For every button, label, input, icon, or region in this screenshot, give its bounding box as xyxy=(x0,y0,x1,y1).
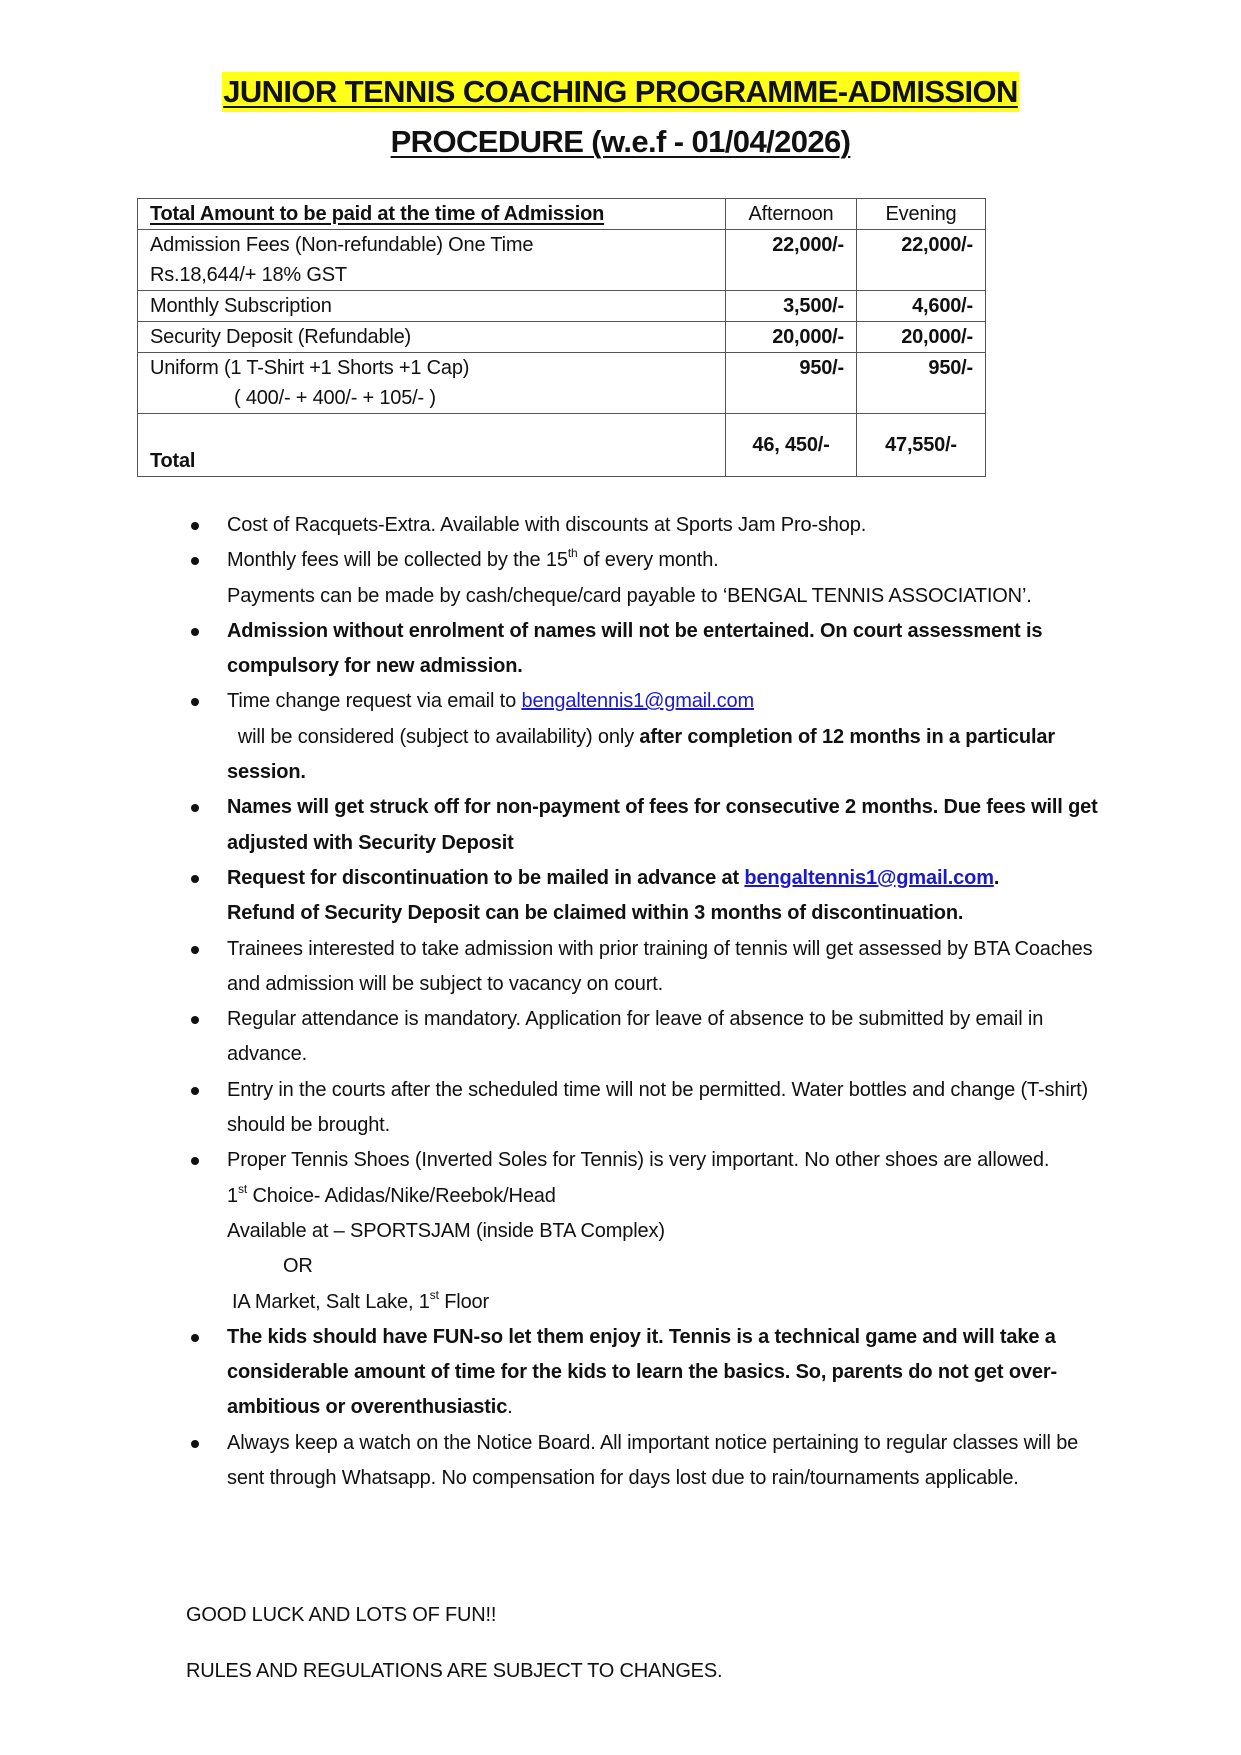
evening-amount: 950/- xyxy=(857,353,986,414)
list-item: Request for discontinuation to be mailed in advance at bengaltennis1@gmail.com. Refund of Security Deposit can be claimed within 3 months of discontinuation. xyxy=(185,861,1105,932)
table-row-monthly-subscription xyxy=(138,291,986,322)
row-label: Uniform (1 T-Shirt +1 Shorts +1 Cap) xyxy=(150,357,470,379)
bullet-icon xyxy=(191,628,199,636)
list-item: Admission without enrolment of names will not be entertained. On court assessment is compulsory for new admission. xyxy=(185,614,1105,685)
document-title-line-2 xyxy=(0,122,1241,162)
bullet-icon xyxy=(191,1157,199,1165)
row-sublabel: ( 400/- + 400/- + 105/- ) xyxy=(234,387,436,409)
row-label: Security Deposit (Refundable) xyxy=(138,322,726,353)
afternoon-amount: 20,000/- xyxy=(726,322,857,353)
header-afternoon: Afternoon xyxy=(726,199,857,230)
footer-disclaimer: RULES AND REGULATIONS ARE SUBJECT TO CHANGES. xyxy=(186,1660,723,1682)
header-evening: Evening xyxy=(857,199,986,230)
bullet-icon xyxy=(191,1016,199,1024)
fee-table-header xyxy=(138,199,986,230)
bullet-icon xyxy=(191,875,199,883)
list-item: Entry in the courts after the scheduled time will not be permitted. Water bottles and change (T-shirt) should be brought. xyxy=(185,1073,1105,1144)
total-evening: 47,550/- xyxy=(857,414,986,477)
evening-amount: 20,000/- xyxy=(857,322,986,353)
rules-list xyxy=(185,508,1105,1496)
list-item: Proper Tennis Shoes (Inverted Soles for Tennis) is very important. No other shoes are allowed. 1st Choice- Adidas/Nike/Reebok/Head Available at – SPORTSJAM (inside BTA Complex) OR IA Market, Salt Lake, 1st Floor xyxy=(185,1143,1105,1319)
list-item: Always keep a watch on the Notice Board. All important notice pertaining to regular classes will be sent through Whatsapp. No compensation for days lost due to rain/tournaments applicable. xyxy=(185,1426,1105,1497)
title-highlighted: JUNIOR TENNIS COACHING PROGRAMME-ADMISSION xyxy=(222,72,1019,112)
title-procedure: PROCEDURE (w.e.f - 01/04/2026) xyxy=(390,124,851,159)
evening-amount: 4,600/- xyxy=(857,291,986,322)
list-item: Monthly fees will be collected by the 15th of every month. Payments can be made by cash/cheque/card payable to ‘BENGAL TENNIS ASSOCIATION’. xyxy=(185,543,1105,614)
list-item: Trainees interested to take admission with prior training of tennis will get assessed by BTA Coaches and admission will be subject to vacancy on court. xyxy=(185,932,1105,1003)
bullet-icon xyxy=(191,698,199,706)
table-row-total xyxy=(138,414,986,477)
row-label: Monthly Subscription xyxy=(138,291,726,322)
bullet-icon xyxy=(191,804,199,812)
list-item: Time change request via email to bengaltennis1@gmail.com will be considered (subject to availability) only after completion of 12 months in a particular session. xyxy=(185,684,1105,790)
document-title-line-1 xyxy=(0,72,1241,112)
afternoon-amount: 3,500/- xyxy=(726,291,857,322)
row-sublabel: Rs.18,644/+ 18% GST xyxy=(150,264,347,286)
header-label: Total Amount to be paid at the time of Admission xyxy=(150,203,605,225)
table-row-security-deposit xyxy=(138,322,986,353)
row-label: Admission Fees (Non-refundable) One Time xyxy=(150,234,534,256)
bullet-icon xyxy=(191,1440,199,1448)
table-row-uniform xyxy=(138,353,986,414)
list-item: Names will get struck off for non-payment of fees for consecutive 2 months. Due fees will get adjusted with Security Deposit xyxy=(185,790,1105,861)
list-item: The kids should have FUN-so let them enjoy it. Tennis is a technical game and will take a considerable amount of time for the kids to learn the basics. So, parents do not get over-ambitious or overenthusiastic. xyxy=(185,1320,1105,1426)
afternoon-amount: 950/- xyxy=(726,353,857,414)
footer-good-luck: GOOD LUCK AND LOTS OF FUN!! xyxy=(186,1604,497,1626)
bullet-icon xyxy=(191,522,199,530)
total-afternoon: 46, 450/- xyxy=(726,414,857,477)
afternoon-amount: 22,000/- xyxy=(726,230,857,291)
table-row-admission-fees xyxy=(138,230,986,291)
bullet-icon xyxy=(191,1087,199,1095)
email-link[interactable]: bengaltennis1@gmail.com xyxy=(744,866,994,889)
bullet-icon xyxy=(191,946,199,954)
fee-table xyxy=(137,198,986,477)
bullet-icon xyxy=(191,557,199,565)
list-item: Regular attendance is mandatory. Application for leave of absence to be submitted by email in advance. xyxy=(185,1002,1105,1073)
total-label: Total xyxy=(138,414,726,477)
evening-amount: 22,000/- xyxy=(857,230,986,291)
bullet-icon xyxy=(191,1334,199,1342)
email-link[interactable]: bengaltennis1@gmail.com xyxy=(521,690,755,713)
list-item: Cost of Racquets-Extra. Available with discounts at Sports Jam Pro-shop. xyxy=(185,508,1105,543)
